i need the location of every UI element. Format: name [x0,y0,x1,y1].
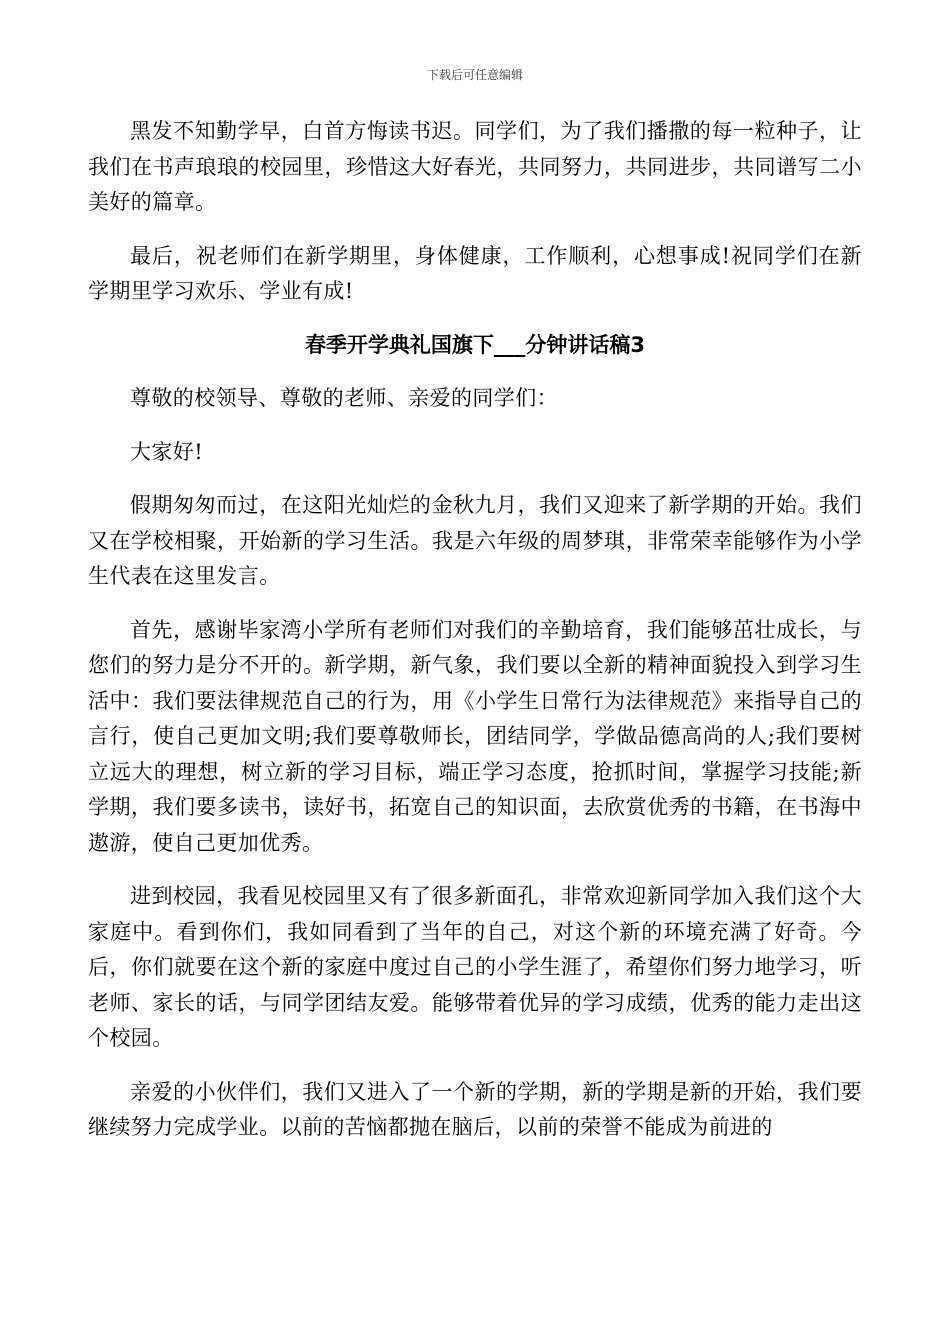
paragraph: 亲爱的小伙伴们，我们又进入了一个新的学期，新的学期是新的开始，我们要继续努力完成学业。以前的苦恼都抛在脑后，以前的荣誉不能成为前进的 [88,1079,862,1139]
paragraph: 假期匆匆而过，在这阳光灿烂的金秋九月，我们又迎来了新学期的开始。我们又在学校相聚，开始新的学习生活。我是六年级的周梦琪，非常荣幸能够作为小学生代表在这里发言。 [88,493,862,588]
paragraph: 最后，祝老师们在新学期里，身体健康，工作顺利，心想事成!祝同学们在新学期里学习欢乐、学业有成! [88,243,862,303]
paragraph: 进到校园，我看见校园里又有了很多新面孔，非常欢迎新同学加入我们这个大家庭中。看到你们，我如同看到了当年的自己，对这个新的环境充满了好奇。今后，你们就要在这个新的家庭中度过自己的小学生涯了，希望你们努力地学习，听老师、家长的话，与同学团结友爱。能够带着优异的学习成绩，优秀的能力走出这个校园。 [88,884,862,1050]
paragraph: 首先，感谢毕家湾小学所有老师们对我们的辛勤培育，我们能够茁壮成长，与您们的努力是分不开的。新学期，新气象，我们要以全新的精神面貌投入到学习生活中：我们要法律规范自己的行为，用《小学生日常行为法律规范》来指导自己的言行，使自己更加文明;我们要尊敬师长，团结同学，学做品德高尚的人;我们要树立远大的理想，树立新的学习目标，端正学习态度，抢抓时间，掌握学习技能;新学期，我们要多读书，读好书，拓宽自己的知识面，去欣赏优秀的书籍，在书海中遨游，使自己更加优秀。 [88,617,862,855]
paragraph: 黑发不知勤学早，白首方悔读书迟。同学们，为了我们播撒的每一粒种子，让我们在书声琅琅的校园里，珍惜这大好春光，共同努力，共同进步，共同谱写二小美好的篇章。 [88,119,862,214]
salutation: 尊敬的校领导、尊敬的老师、亲爱的同学们： [130,386,558,410]
page-header-note: 下载后可任意编辑 [426,68,523,82]
document-body [88,114,862,1164]
section-title: 春季开学典礼国旗下___分钟讲话稿3 [304,332,646,357]
greeting: 大家好! [130,439,204,464]
